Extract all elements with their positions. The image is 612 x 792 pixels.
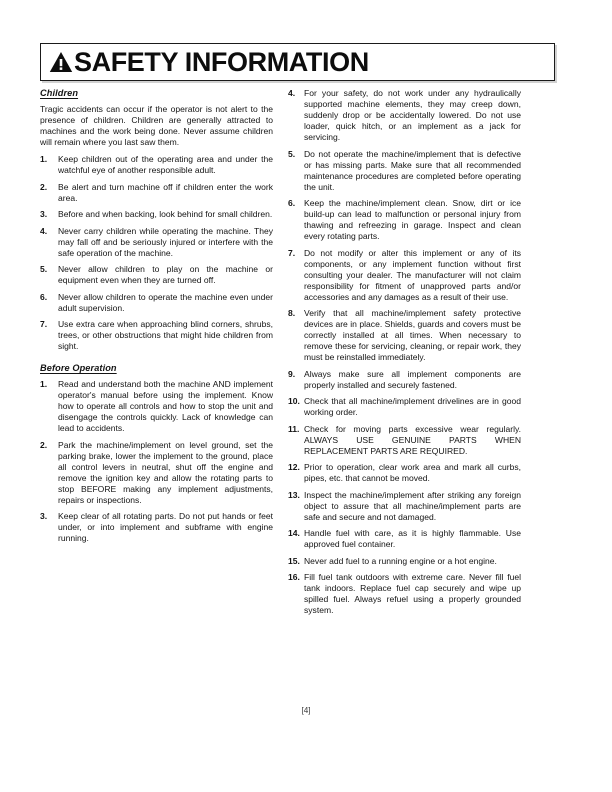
list-item-text: Never add fuel to a running engine or a hot engine. xyxy=(304,555,497,566)
list-item xyxy=(40,511,273,544)
list-item-text: Never allow children to operate the machine even under adult supervision. xyxy=(58,291,273,313)
list-item-number: 15. xyxy=(288,555,300,566)
list-item xyxy=(288,556,521,567)
list-item-text: Never carry children while operating the machine. They may fall off and be seriously injured or interfere with the safe operation of the machine. xyxy=(58,225,273,258)
list-item-text: Read and understand both the machine AND implement operator's manual before using the implement. Know how to operate all controls and how to stop the unit and disengage the controls quickly. Lack of knowledge can lead to accidents. xyxy=(58,379,273,433)
list-item-text: Before and when backing, look behind for small children. xyxy=(58,209,273,219)
list-item-number: 2. xyxy=(40,439,48,450)
list-item-text: Prior to operation, clear work area and mark all curbs, pipes, etc. that cannot be moved. xyxy=(304,462,521,483)
list-item-number: 10. xyxy=(288,396,300,406)
list-item-text: Use extra care when approaching blind corners, shrubs, trees, or other obstructions that might hide children from sight. xyxy=(58,319,273,351)
before-operation-list xyxy=(40,379,273,544)
list-item xyxy=(40,264,273,286)
list-item-text: Keep children out of the operating area and under the watchful eye of another responsible adult. xyxy=(58,154,273,175)
list-item xyxy=(40,319,273,352)
list-item xyxy=(288,369,521,391)
list-item xyxy=(288,490,521,523)
list-item-number: 7. xyxy=(288,247,296,258)
warning-triangle-icon xyxy=(49,51,73,73)
list-item-number: 13. xyxy=(288,489,300,500)
list-item xyxy=(288,396,521,418)
page-number: [4] xyxy=(301,706,311,715)
section-heading-children: Children xyxy=(40,88,79,98)
page-title: SAFETY INFORMATION xyxy=(74,46,369,77)
list-item xyxy=(288,198,521,242)
list-item-number: 2. xyxy=(40,181,48,192)
list-item-number: 14. xyxy=(288,528,300,538)
safety-information-header xyxy=(40,43,555,81)
list-item-number: 6. xyxy=(288,198,296,208)
list-item-number: 5. xyxy=(288,148,296,159)
list-item-text: Park the machine/implement on level ground, set the parking brake, lower the implement to the ground, place all control levers in neutral, shut off the engine and remove the ignition key and allow the rotating parts to stop BEFORE making any implement adjustments, repairs or inspections. xyxy=(58,439,273,505)
section-before-operation xyxy=(40,363,273,544)
list-item-number: 1. xyxy=(40,379,48,389)
list-item-text: Never allow children to play on the machine or equipment even when they are turned off. xyxy=(58,264,273,285)
list-item-number: 1. xyxy=(40,154,48,164)
list-item-number: 6. xyxy=(40,291,48,302)
section-heading-before-operation: Before Operation xyxy=(40,363,117,373)
list-item xyxy=(288,308,521,363)
list-item xyxy=(40,209,273,220)
list-item-number: 3. xyxy=(40,511,48,521)
list-item-text: Be alert and turn machine off if children enter the work area. xyxy=(58,181,273,203)
list-item xyxy=(288,248,521,303)
list-item-number: 9. xyxy=(288,368,296,379)
list-item xyxy=(288,528,521,550)
right-column xyxy=(288,88,521,622)
list-item-text: Verify that all machine/implement safety protective devices are in place. Shields, guards and covers must be correctly installed at all times. When necessary to remove these for servicing, cleaning, or repair work, they must be reinstalled immediately. xyxy=(304,308,521,362)
list-item-text: Inspect the machine/implement after striking any foreign object to assure that all machine/implement parts are safe and secure and not damaged. xyxy=(304,489,521,522)
list-item xyxy=(288,462,521,484)
section-children xyxy=(40,88,273,352)
list-item-number: 3. xyxy=(40,209,48,219)
list-item-text: Do not modify or alter this implement or any of its components, or any implement function without first consulting your dealer. The manufacturer will not claim responsibility for fitment of unapproved parts and/or accessories and any damages as a result of their use. xyxy=(304,247,521,302)
list-item-text: Check for moving parts excessive wear regularly. ALWAYS USE GENUINE PARTS WHEN REPLACEMENT PARTS ARE REQUIRED. xyxy=(304,423,521,456)
list-item-text: Check that all machine/implement drivelines are in good working order. xyxy=(304,396,521,417)
list-item-number: 16. xyxy=(288,572,300,582)
list-item xyxy=(288,149,521,193)
list-item-number: 4. xyxy=(288,88,296,98)
list-item xyxy=(40,379,273,434)
list-item-text: Keep clear of all rotating parts. Do not put hands or feet under, or into implement and subframe with engine running. xyxy=(58,511,273,543)
left-column xyxy=(40,88,273,550)
list-item-text: For your safety, do not work under any hydraulically supported machine elements, they may creep down, suddenly drop or be accidentally lowered. Do not use loader, quick hitch, or an implement as a jack for servicing. xyxy=(304,88,521,142)
list-item xyxy=(40,182,273,204)
list-item xyxy=(40,154,273,176)
list-item-text: Always make sure all implement components are properly installed and securely fastened. xyxy=(304,368,521,390)
list-item-number: 8. xyxy=(288,308,296,318)
list-item-number: 4. xyxy=(40,225,48,236)
section-intro-children: Tragic accidents can occur if the operator is not alert to the presence of children. Children are generally attracted to machines and the work being done. Never assume children will remain where you last saw them. xyxy=(40,104,273,147)
list-item-number: 5. xyxy=(40,264,48,274)
list-item-text: Fill fuel tank outdoors with extreme care. Never fill fuel tank indoors. Replace fuel cap securely and wipe up spilled fuel. Always refuel using a properly grounded system. xyxy=(304,572,521,615)
list-item-number: 11. xyxy=(288,423,300,434)
list-item-number: 7. xyxy=(40,319,48,329)
list-item xyxy=(40,440,273,506)
list-item-text: Handle fuel with care, as it is highly flammable. Use approved fuel container. xyxy=(304,528,521,549)
before-operation-list-continued xyxy=(288,88,521,616)
list-item xyxy=(288,572,521,616)
list-item-number: 12. xyxy=(288,462,300,472)
list-item-text: Do not operate the machine/implement that is defective or has missing parts. Make sure that all recommended maintenance procedures are completed before operating the unit. xyxy=(304,148,521,192)
list-item xyxy=(288,88,521,143)
list-item xyxy=(40,226,273,259)
list-item xyxy=(40,292,273,314)
list-item-text: Keep the machine/implement clean. Snow, dirt or ice build-up can lead to malfunction or personal injury from thawing and refreezing in garage. Inspect and clean every rotating parts. xyxy=(304,198,521,241)
list-item xyxy=(288,424,521,457)
children-list xyxy=(40,154,273,352)
